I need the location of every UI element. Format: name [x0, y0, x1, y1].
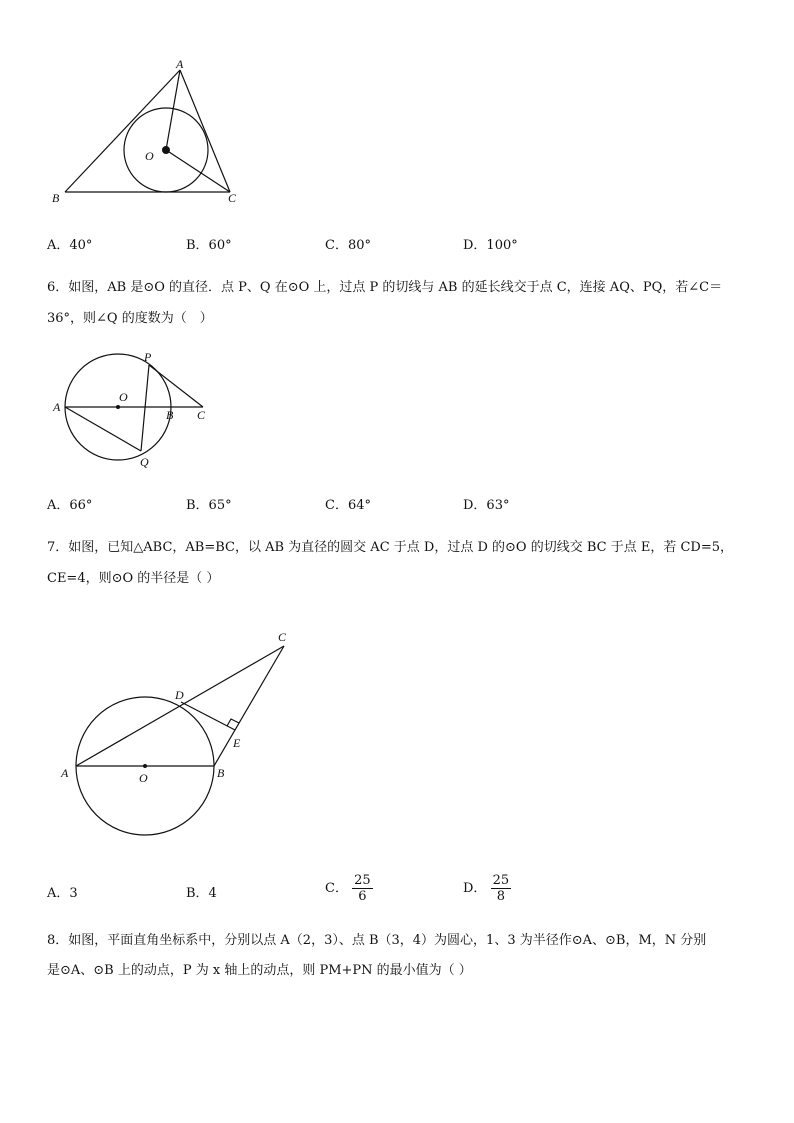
label-b: B: [166, 408, 174, 422]
q7-text-line1: 7．如图，已知△ABC，AB=BC，以 AB 为直径的圆交 AC 于点 D，过点 D 的⊙O 的切线交 BC 于点 E，若 CD=5，: [47, 540, 733, 555]
tangent-pc: [149, 365, 203, 407]
label-q: Q: [140, 455, 149, 469]
q6-option-b: B．65°: [186, 498, 232, 513]
q8-text-line2: 是⊙A、⊙B 上的动点，P 为 x 轴上的动点，则 PM+PN 的最小值为（ ）: [47, 963, 472, 978]
label-d: D: [175, 688, 184, 702]
q7-option-d: [463, 873, 511, 904]
center-point-o: [116, 405, 120, 409]
label-b: B: [52, 191, 60, 205]
segment-ab: [65, 70, 180, 192]
figure-q6-circle-tangent: [45, 345, 225, 475]
q5-option-c: C．80°: [325, 238, 371, 253]
figure-q5-incircle-triangle: [40, 52, 260, 212]
label-a: A: [53, 400, 61, 414]
q5-option-b: B．60°: [186, 238, 232, 253]
center-point-o: [162, 146, 170, 154]
segment-ac: [76, 646, 284, 766]
segment-oc: [166, 150, 230, 192]
q8-text-line1: 8．如图，平面直角坐标系中，分别以点 A（2，3）、点 B（3，4）为圆心，1、3 为半径作⊙A、⊙B，M，N 分别: [47, 933, 707, 948]
label-c: C: [228, 191, 237, 205]
label-o: O: [139, 771, 148, 785]
q5-option-a: A．40°: [47, 238, 93, 253]
q7-option-d-fraction: [491, 873, 512, 904]
q7-option-b: B．4: [186, 886, 217, 901]
q6-text-line2: 36°，则∠Q 的度数为（ ）: [47, 311, 213, 326]
q7-option-c-numerator: 25: [354, 873, 371, 888]
q7-option-c-denominator: 6: [358, 889, 367, 904]
q6-text-line1: 6．如图，AB 是⊙O 的直径．点 P、Q 在⊙O 上，过点 P 的切线与 AB 的延长线交于点 C，连接 AQ、PQ，若∠C＝: [47, 280, 723, 295]
q7-option-c: [325, 873, 373, 904]
segment-bc: [214, 646, 284, 766]
q7-option-d-prefix: D．: [463, 881, 487, 896]
q7-option-d-numerator: 25: [492, 873, 510, 888]
chord-pq: [141, 365, 149, 451]
label-b: B: [217, 766, 225, 780]
q7-option-c-prefix: C．: [325, 881, 348, 896]
q7-option-a: A．3: [47, 886, 78, 901]
label-o: O: [119, 390, 128, 404]
q6-option-d: D．63°: [463, 498, 510, 513]
label-c: C: [197, 408, 206, 422]
q7-option-d-denominator: 8: [496, 889, 505, 904]
label-o: O: [145, 149, 154, 163]
chord-aq: [65, 407, 141, 451]
label-a: A: [176, 57, 184, 71]
label-c: C: [278, 630, 287, 644]
center-point-o: [143, 764, 147, 768]
q7-text-line2: CE=4，则⊙O 的半径是（ ）: [47, 571, 220, 586]
label-p: P: [144, 350, 152, 364]
q5-option-d: D．100°: [463, 238, 518, 253]
q7-option-c-fraction: [352, 873, 373, 904]
label-a: A: [61, 766, 69, 780]
segment-ac: [180, 70, 230, 192]
figure-q7-circle-triangle: [55, 625, 305, 840]
right-angle-mark: [227, 719, 239, 726]
q6-option-c: C．64°: [325, 498, 371, 513]
label-e: E: [233, 736, 241, 750]
q6-option-a: A．66°: [47, 498, 93, 513]
